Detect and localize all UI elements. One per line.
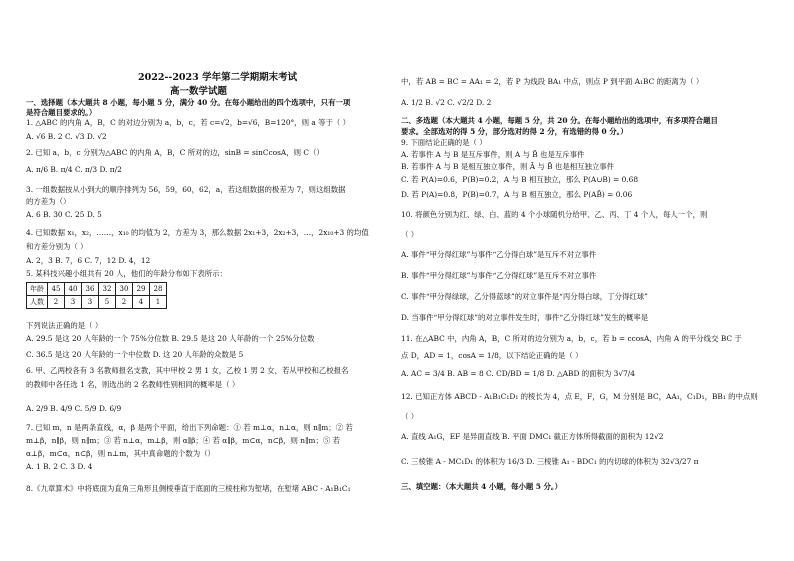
question-10-option-b: B. 事件“甲分得红球”与事件“乙分得红球”是互斥不对立事件 — [401, 271, 597, 280]
table-cell: 30 — [116, 283, 133, 296]
question-3: 3. 一组数据按从小到大的顺序排列为 56，59，60，62，a，若这组数据的极差为 7，则这组数据 — [26, 185, 346, 194]
table-cell: 28 — [150, 283, 167, 296]
section1-header-cont: 是符合题目要求的。） — [26, 108, 97, 117]
table-cell: 3 — [82, 296, 99, 309]
question-11: 11. 在△ABC 中，内角 A，B，C 所对的边分别为 a，b，c，若 b = ccosA，内角 A 的平分线交 BC 于 — [401, 334, 742, 343]
section1-header: 一、选择题（本大题共 8 小题，每小题 5 分，满分 40 分。在每小题给出的四个选项中，只有一项 — [26, 98, 351, 107]
table-cell: 1 — [150, 296, 167, 309]
age-table — [26, 282, 167, 309]
question-5: 5. 某科技兴趣小组共有 20 人，他们的年龄分布如下表所示： — [26, 269, 227, 278]
question-1: 1. △ABC 的内角 A，B，C 的对边分别为 a，b，c，若 c=√2，b=√6，B=120°，则 a 等于（ ） — [26, 118, 351, 127]
question-8-options: A. 1/2 B. √2 C. √2/2 D. 2 — [401, 98, 492, 107]
table-cell: 45 — [48, 283, 65, 296]
table-cell: 5 — [99, 296, 116, 309]
table-cell: 4 — [133, 296, 150, 309]
question-11-options: A. AC = 3/4 B. AB = 8 C. CD/BD = 1/8 D. △ABD 的面积为 3√7/4 — [401, 369, 635, 378]
exam-title: 2022--2023 学年第二学期期末考试 — [138, 72, 298, 83]
question-7: 7. 已知 m，n 是两条直线，α，β 是两个平面，给出下列命题：① 若 m⊥α，n⊥α，则 n∥m；② 若 — [26, 423, 353, 432]
question-9-option-d: D. 若 P(A)=0.8，P(B)=0.7，A 与 B 相互独立，那么 P(AB̄) = 0.06 — [401, 190, 633, 199]
question-2-options: A. π/6 B. π/4 C. π/3 D. π/2 — [26, 165, 122, 174]
table-cell: 年龄 — [27, 283, 48, 296]
question-6: 6. 甲、乙两校各有 3 名教师报名支教，其中甲校 2 男 1 女，乙校 1 男 2 女，若从甲校和乙校报名 — [26, 366, 349, 375]
table-cell: 36 — [82, 283, 99, 296]
question-3-options: A. 6 B. 30 C. 25 D. 5 — [26, 210, 102, 219]
section2-header: 二、多选题（本大题共 4 小题，每题 5 分，共 20 分。在每小题给出的选项中，有多项符合题目 — [401, 116, 718, 125]
count-table-row — [27, 296, 167, 309]
table-cell: 2 — [116, 296, 133, 309]
question-12-cont: （ ） — [401, 412, 419, 421]
section2-header-cont: 要求。全部选对的得 5 分，部分选对的得 2 分，有选错的得 0 分。） — [401, 127, 628, 136]
question-6-options: A. 2/9 B. 4/9 C. 5/9 D. 6/9 — [26, 404, 122, 413]
question-3-cont: 的方差为（） — [26, 197, 71, 206]
question-12-options-cd: C. 三棱锥 A - MC₁D₁ 的体积为 16/3 D. 三棱锥 A₁ - BDC₁ 的内切球的体积为 32√3/27 π — [401, 457, 699, 466]
table-cell: 32 — [99, 283, 116, 296]
table-cell: 2 — [48, 296, 65, 309]
question-6-cont: 的教师中各任选 1 名，则选出的 2 名教师性别相同的概率是（ ） — [26, 380, 240, 389]
question-7-options: A. 1 B. 2 C. 3 D. 4 — [26, 462, 93, 471]
question-10-option-c: C. 事件“甲分得绿球，乙分得蓝球”的对立事件是“丙分得白球，丁分得红球” — [401, 292, 648, 301]
question-7-cont2: α⊥β，m⊂α，n⊂β，则 n⊥m，其中真命题的个数为（） — [26, 449, 215, 458]
question-8-cont: 中，若 AB = BC = AA₁ = 2，若 P 为线段 BA₁ 中点，则点 P 到平面 A₁BC 的距离为（ ） — [401, 77, 704, 86]
question-2: 2. 已知 a，b，c 分别为△ABC 的内角 A，B，C 所对的边，sinB = sinCcosA，则 C（） — [26, 148, 324, 157]
question-9-option-c: C. 若 P(A)=0.6，P(B)=0.2，A 与 B 相互独立，那么 P(A∪B) = 0.68 — [401, 175, 639, 184]
question-5-options-ab: A. 29.5 是这 20 人年龄的一个 75%分位数 B. 29.5 是这 20 人年龄的一个 25%分位数 — [26, 334, 315, 343]
question-10-cont: （ ） — [401, 230, 419, 239]
right-column — [397, 0, 794, 561]
question-1-options: A. √6 B. 2 C. √3 D. √2 — [26, 132, 107, 141]
question-9-option-a: A. 若事件 A 与 B 是互斥事件，则 A 与 B̄ 也是互斥事件 — [401, 150, 585, 159]
question-5-options-cd: C. 36.5 是这 20 人年龄的一个中位数 D. 这 20 人年龄的众数是 5 — [26, 350, 244, 359]
exam-subtitle: 高一数学试题 — [170, 86, 228, 97]
question-10-option-a: A. 事件“甲分得红球”与事件“乙分得白球”是互斥不对立事件 — [401, 250, 597, 259]
question-10: 10. 将颜色分别为红、绿、白、蓝的 4 个小球随机分给甲、乙、丙、丁 4 个人，每人一个，则 — [401, 210, 708, 219]
question-5-prompt: 下列说法正确的是（ ） — [26, 321, 103, 330]
table-cell: 29 — [133, 283, 150, 296]
question-7-cont: m⊥β，n∥β，则 n∥m；③ 若 n⊥α，m⊥β，则 α∥β；④ 若 α∥β，m⊂α，n⊂β，则 n∥m；⑤ 若 — [26, 436, 340, 445]
question-10-option-d: D. 当事件“甲分得红球”的对立事件发生时，事件“乙分得红球”发生的概率是 — [401, 313, 649, 322]
question-4: 4. 已知数据 x₁，x₂，……，x₁₀ 的均值为 2，方差为 3，那么数据 2x₁+3，2x₂+3，…，2x₁₀+3 的均值 — [26, 228, 369, 237]
age-table-row — [27, 283, 167, 296]
question-12-options-ab: A. 直线 A₁G，EF 是异面直线 B. 平面 DMC₁ 截正方体所得截面的面积为 12√2 — [401, 432, 664, 441]
question-4-cont: 和方差分别为（ ） — [26, 242, 88, 251]
question-9-option-b: B. 若事件 A 与 B 是相互独立事件，则 Ā 与 B̄ 也是相互独立事件 — [401, 162, 615, 171]
table-cell: 40 — [65, 283, 82, 296]
table-cell: 人数 — [27, 296, 48, 309]
question-8: 8.《九章算术》中将底面为直角三角形且侧棱垂直于底面的三棱柱称为堑堵，在堑堵 ABC - A₁B₁C₁ — [26, 484, 351, 493]
question-4-options: A. 2，3 B. 7，6 C. 7，12 D. 4，12 — [26, 256, 151, 265]
table-cell: 3 — [65, 296, 82, 309]
question-9: 9. 下面结论正确的是（ ） — [401, 138, 487, 147]
question-12: 12. 已知正方体 ABCD - A₁B₁C₁D₁ 的棱长为 4，点 E，F，G，M 分别是 BC，AA₁，C₁D₁，BB₁ 的中点则 — [401, 392, 758, 401]
question-11-cont: 点 D，AD = 1，cosA = 1/8，以下结论正确的是（ ） — [401, 351, 583, 360]
section3-header: 三、填空题：（本大题共 4 小题，每小题 5 分。） — [401, 482, 562, 491]
